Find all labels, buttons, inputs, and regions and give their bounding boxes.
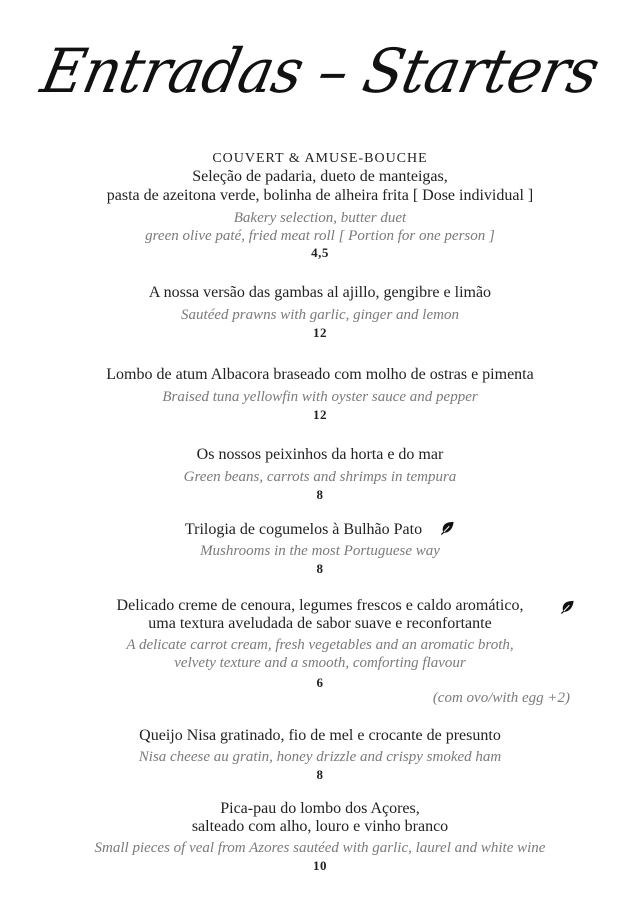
leaf-icon <box>440 521 455 535</box>
item-en-line: Sautéed prawns with garlic, ginger and lemon <box>181 307 459 323</box>
item-pt-line: salteado com alho, louro e vinho branco <box>191 818 449 835</box>
item-price: 4,5 <box>311 245 329 260</box>
item-price: 8 <box>316 487 324 502</box>
item-pt-line: Delicado creme de cenoura, legumes frescos e caldo aromático, <box>116 597 524 614</box>
item-pt-line: Pica-pau do lombo dos Açores, <box>220 800 420 817</box>
item-price: 8 <box>316 767 324 782</box>
menu-item-gambas <box>0 283 640 341</box>
menu-item-atum <box>0 365 640 423</box>
item-en-line: Braised tuna yellowfin with oyster sauce and pepper <box>162 389 478 405</box>
item-en-line: Small pieces of veal from Azores sautéed with garlic, laurel and white wine <box>94 840 546 856</box>
page-title: Entradas – Starters <box>35 35 605 107</box>
item-pt-line: A nossa versão das gambas al ajillo, gengibre e limão <box>148 284 492 301</box>
item-pt-line: Os nossos peixinhos da horta e do mar <box>196 446 444 463</box>
menu-item-peixinhos <box>0 445 640 503</box>
item-en-line: green olive paté, fried meat roll [ Portion for one person ] <box>145 228 495 244</box>
item-extra-note: (com ovo/with egg +2) <box>432 690 570 706</box>
item-en-line: Nisa cheese au gratin, honey drizzle and crispy smoked ham <box>138 749 502 765</box>
item-pt-line: Queijo Nisa gratinado, fio de mel e crocante de presunto <box>139 727 501 744</box>
menu-item-pica-pau <box>0 800 640 874</box>
item-en-line: Bakery selection, butter duet <box>233 210 407 226</box>
menu-item-queijo-nisa <box>0 726 640 783</box>
item-en-line: Mushrooms in the most Portuguese way <box>200 543 440 559</box>
item-price: 6 <box>316 675 324 690</box>
item-price: 12 <box>313 325 327 340</box>
item-pt-text: Trilogia de cogumelos à Bulhão Pato <box>184 521 423 538</box>
item-en-line: velvety texture and a smooth, comforting flavour <box>174 655 466 671</box>
menu-item-cogumelos <box>0 520 640 577</box>
item-pt-line: uma textura aveludada de sabor suave e reconfortante <box>148 615 492 632</box>
menu-item-creme-cenoura <box>0 597 640 691</box>
menu-item-couvert <box>0 151 640 261</box>
item-heading: COUVERT & AMUSE-BOUCHE <box>212 151 428 166</box>
item-en-line: Green beans, carrots and shrimps in tempura <box>183 469 457 485</box>
leaf-icon <box>560 600 575 614</box>
item-price: 10 <box>313 858 327 873</box>
item-en-line: A delicate carrot cream, fresh vegetables and an aromatic broth, <box>126 637 514 653</box>
item-price: 12 <box>313 407 327 422</box>
item-pt-line: pasta de azeitona verde, bolinha de alheira frita [ Dose individual ] <box>106 187 534 204</box>
item-pt-line <box>0 520 640 539</box>
item-pt-line: Lombo de atum Albacora braseado com molho de ostras e pimenta <box>106 366 534 383</box>
item-price: 8 <box>316 561 324 576</box>
item-pt-line: Seleção de padaria, dueto de manteigas, <box>192 168 448 185</box>
